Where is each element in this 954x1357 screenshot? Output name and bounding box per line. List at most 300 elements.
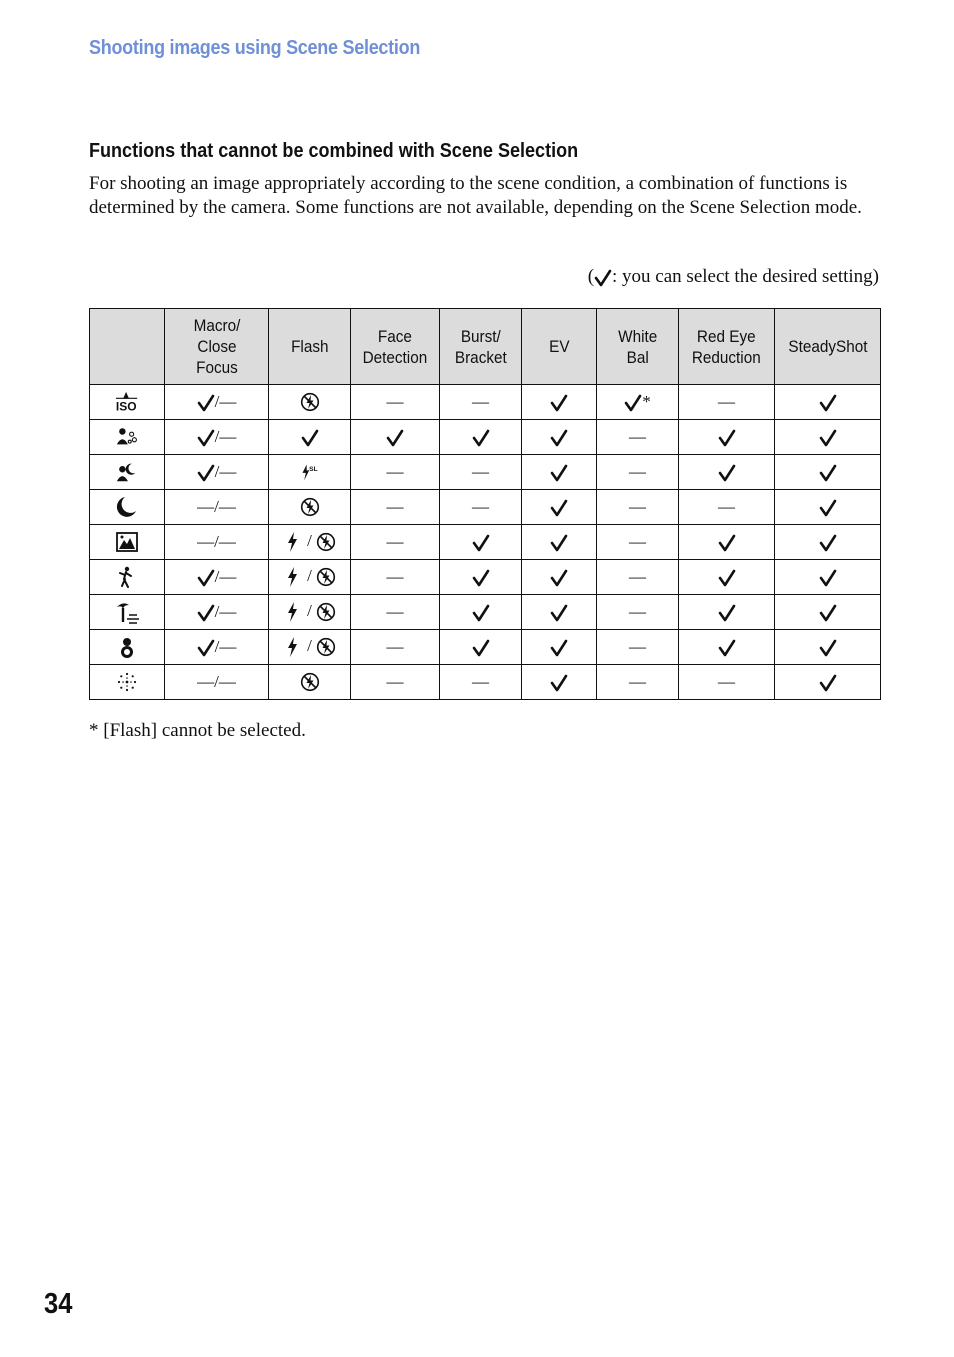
table-cell xyxy=(679,665,775,700)
table-cell xyxy=(165,490,269,525)
slash-separator: / xyxy=(214,636,220,656)
check-icon xyxy=(718,464,736,482)
table-cell xyxy=(269,525,351,560)
cell-value xyxy=(472,637,490,656)
table-cell xyxy=(522,455,597,490)
cell-value xyxy=(197,637,237,656)
not-available-dash: — xyxy=(629,497,646,516)
table-row xyxy=(90,455,881,490)
snow-icon xyxy=(115,635,139,659)
not-available-dash: — xyxy=(718,672,735,691)
function-combination-table xyxy=(89,308,881,700)
cell-value xyxy=(283,601,336,620)
flash-off-icon xyxy=(300,671,320,693)
check-icon xyxy=(472,604,490,622)
cell-value xyxy=(550,497,568,516)
twilight-portrait-icon xyxy=(115,460,139,484)
table-cell xyxy=(165,385,269,420)
not-available-dash: — xyxy=(629,532,646,551)
cell-value xyxy=(197,392,237,411)
table-cell xyxy=(522,560,597,595)
cell-value xyxy=(472,567,490,586)
check-icon xyxy=(550,464,568,482)
flash-off-icon xyxy=(316,636,336,658)
check-icon xyxy=(819,534,837,552)
cell-value xyxy=(300,671,320,690)
flash-icon xyxy=(283,601,303,623)
cell-value xyxy=(718,602,736,621)
flash-icon xyxy=(283,531,303,553)
cell-value xyxy=(629,637,646,656)
cell-value xyxy=(387,497,404,516)
cell-value xyxy=(472,672,489,691)
table-row xyxy=(90,525,881,560)
table-cell xyxy=(351,455,440,490)
cell-value xyxy=(197,532,236,551)
table-cell xyxy=(165,630,269,665)
cell-value xyxy=(819,392,837,411)
cell-value xyxy=(629,672,646,691)
table-row xyxy=(90,420,881,455)
cell-value xyxy=(283,636,336,655)
table-cell xyxy=(597,490,679,525)
beach-icon xyxy=(115,600,139,624)
legend-open: ( xyxy=(587,266,595,287)
not-available-dash: — xyxy=(218,497,236,516)
table-row xyxy=(90,630,881,665)
table-cell xyxy=(597,595,679,630)
table-cell xyxy=(679,420,775,455)
not-available-dash: — xyxy=(386,567,404,586)
table-cell xyxy=(597,385,679,420)
table-cell xyxy=(165,525,269,560)
cell-value xyxy=(718,497,735,516)
table-cell xyxy=(597,420,679,455)
table-cell xyxy=(440,525,522,560)
slash-separator: / xyxy=(214,532,219,551)
not-available-dash: — xyxy=(219,601,237,621)
scene-mode-cell xyxy=(90,560,165,595)
table-cell xyxy=(351,385,440,420)
not-available-dash: — xyxy=(629,672,646,691)
high-sensitivity-icon xyxy=(115,390,139,414)
table-row xyxy=(90,665,881,700)
table-cell xyxy=(522,420,597,455)
cell-value xyxy=(472,532,490,551)
header-line: Detection xyxy=(362,347,428,367)
footnote: * [Flash] cannot be selected. xyxy=(89,720,306,741)
table-cell xyxy=(440,630,522,665)
table-cell xyxy=(597,455,679,490)
check-icon xyxy=(197,604,215,622)
header-line: Bracket xyxy=(454,347,507,367)
check-icon xyxy=(197,464,215,482)
table-cell xyxy=(351,420,440,455)
not-available-dash: — xyxy=(197,672,215,691)
cell-value xyxy=(629,427,646,446)
table-cell xyxy=(775,525,881,560)
table-cell xyxy=(597,560,679,595)
table-cell xyxy=(351,560,440,595)
table-cell xyxy=(522,630,597,665)
table-cell xyxy=(522,385,597,420)
check-icon xyxy=(550,429,568,447)
table-cell xyxy=(775,490,881,525)
cell-value xyxy=(283,531,336,550)
column-header xyxy=(597,309,679,385)
slash-separator: / xyxy=(214,461,220,481)
running-head: Shooting images using Scene Selection xyxy=(89,37,421,59)
flash-off-icon xyxy=(300,496,320,518)
flash-off-icon xyxy=(316,566,336,588)
table-cell xyxy=(269,630,351,665)
not-available-dash: — xyxy=(718,392,735,411)
cell-value xyxy=(550,567,568,586)
flash-off-icon xyxy=(316,601,336,623)
table-cell xyxy=(440,560,522,595)
cell-value xyxy=(387,532,404,551)
not-available-dash: — xyxy=(386,497,404,516)
not-available-dash: — xyxy=(386,392,404,411)
scene-mode-cell xyxy=(90,630,165,665)
table-cell xyxy=(269,595,351,630)
cell-value xyxy=(819,637,837,656)
cell-value xyxy=(718,427,736,446)
not-available-dash: — xyxy=(219,566,237,586)
slash-separator: / xyxy=(214,426,220,446)
table-row xyxy=(90,490,881,525)
check-icon xyxy=(472,569,490,587)
header-line: Face xyxy=(377,326,413,346)
cell-value xyxy=(819,602,837,621)
check-icon xyxy=(718,429,736,447)
table-cell xyxy=(440,490,522,525)
not-available-dash: — xyxy=(629,567,646,586)
table-cell xyxy=(775,385,881,420)
table-cell xyxy=(440,385,522,420)
check-icon xyxy=(819,464,837,482)
scene-mode-cell xyxy=(90,455,165,490)
not-available-dash: — xyxy=(219,391,237,411)
table-cell xyxy=(679,595,775,630)
cell-value xyxy=(629,602,646,621)
table-cell xyxy=(679,385,775,420)
cell-value xyxy=(197,462,237,481)
intro-paragraph: For shooting an image appropriately according to the scene condition, a combination of functions is determined by the camera. Some functions are not available, depending on the Scene Selection mode. xyxy=(89,173,862,218)
table-cell xyxy=(351,525,440,560)
cell-value xyxy=(472,497,489,516)
header-line: Macro/ xyxy=(193,316,240,335)
check-icon xyxy=(197,639,215,657)
checkmark-icon xyxy=(594,266,612,287)
table-body xyxy=(90,385,881,700)
header-line: Flash xyxy=(290,337,329,356)
not-available-dash: — xyxy=(386,637,404,656)
corner-cell xyxy=(90,309,165,385)
fireworks-icon xyxy=(115,670,139,694)
check-icon xyxy=(550,604,568,622)
gourmet-icon xyxy=(115,565,139,589)
cell-value xyxy=(550,602,568,621)
check-icon xyxy=(550,674,568,692)
slash-separator: / xyxy=(214,672,219,691)
table-cell xyxy=(679,630,775,665)
flash-slow-synchro-icon xyxy=(300,461,320,483)
not-available-dash: — xyxy=(218,532,236,551)
not-available-dash: — xyxy=(219,426,237,446)
check-icon xyxy=(718,534,736,552)
header-line: White xyxy=(617,326,658,346)
check-icon xyxy=(197,569,215,587)
table-cell xyxy=(440,665,522,700)
table-cell xyxy=(522,665,597,700)
cell-value xyxy=(300,496,320,515)
table-cell xyxy=(597,665,679,700)
cell-value xyxy=(387,637,404,656)
slash-separator: / xyxy=(302,565,317,585)
slash-separator: / xyxy=(214,601,220,621)
check-icon xyxy=(819,604,837,622)
soft-snap-icon xyxy=(115,425,139,449)
table-cell xyxy=(351,630,440,665)
not-available-dash: — xyxy=(197,497,215,516)
cell-value xyxy=(718,672,735,691)
cell-value xyxy=(718,462,736,481)
header-line: SteadyShot xyxy=(787,337,868,356)
check-icon xyxy=(594,269,612,287)
not-available-dash: — xyxy=(472,392,489,411)
check-icon xyxy=(718,639,736,657)
cell-value xyxy=(197,602,237,621)
slash-separator: / xyxy=(302,635,317,655)
table-cell xyxy=(522,525,597,560)
check-icon xyxy=(819,674,837,692)
cell-value xyxy=(387,567,404,586)
not-available-dash: — xyxy=(386,602,404,621)
cell-value xyxy=(301,427,319,446)
cell-value xyxy=(387,602,404,621)
not-available-dash: — xyxy=(386,532,404,551)
flash-icon xyxy=(283,566,303,588)
scene-mode-cell xyxy=(90,385,165,420)
column-header xyxy=(775,309,881,385)
table-cell xyxy=(440,420,522,455)
svg-text:SL: SL xyxy=(308,466,318,474)
table-cell xyxy=(440,455,522,490)
table-cell xyxy=(165,455,269,490)
cell-value xyxy=(819,427,837,446)
table-cell xyxy=(351,595,440,630)
column-header xyxy=(679,309,775,385)
not-available-dash: — xyxy=(718,497,735,516)
check-icon xyxy=(197,394,215,412)
cell-value xyxy=(386,427,404,446)
cell-value xyxy=(550,672,568,691)
flash-icon xyxy=(283,636,303,658)
cell-value xyxy=(300,461,320,480)
check-icon xyxy=(718,569,736,587)
header-line: EV xyxy=(548,337,570,356)
cell-value xyxy=(718,532,736,551)
table-cell xyxy=(775,595,881,630)
check-icon xyxy=(819,499,837,517)
check-icon xyxy=(472,639,490,657)
check-icon xyxy=(301,429,319,447)
header-line: Close xyxy=(196,337,237,356)
not-available-dash: — xyxy=(472,462,489,481)
table-cell xyxy=(269,455,351,490)
cell-value xyxy=(819,672,837,691)
cell-value xyxy=(629,532,646,551)
check-icon xyxy=(197,429,215,447)
not-available-dash: — xyxy=(386,462,404,481)
column-header xyxy=(165,309,269,385)
check-icon xyxy=(472,429,490,447)
slash-separator: / xyxy=(302,530,317,550)
header-line: Bal xyxy=(626,347,649,367)
table-cell xyxy=(775,630,881,665)
check-icon xyxy=(472,534,490,552)
cell-value xyxy=(472,427,490,446)
flash-off-icon xyxy=(300,391,320,413)
scene-mode-cell xyxy=(90,490,165,525)
table-cell xyxy=(269,490,351,525)
not-available-dash: — xyxy=(472,497,489,516)
check-icon xyxy=(819,569,837,587)
section-title: Functions that cannot be combined with Scene Selection xyxy=(89,139,579,162)
flash-off-icon xyxy=(316,531,336,553)
cell-value xyxy=(550,427,568,446)
table-row xyxy=(90,560,881,595)
table-cell xyxy=(775,455,881,490)
header-line: Reduction xyxy=(692,347,761,367)
table-cell xyxy=(165,665,269,700)
table-cell xyxy=(679,525,775,560)
table-cell xyxy=(522,595,597,630)
landscape-icon xyxy=(115,530,139,554)
table-cell xyxy=(679,455,775,490)
table-cell xyxy=(775,665,881,700)
cell-value xyxy=(197,672,236,691)
column-header xyxy=(269,309,351,385)
cell-value xyxy=(629,567,646,586)
column-header xyxy=(351,309,440,385)
cell-value xyxy=(472,392,489,411)
table-cell xyxy=(269,385,351,420)
table-cell xyxy=(775,420,881,455)
check-icon xyxy=(819,639,837,657)
scene-mode-cell xyxy=(90,595,165,630)
table-header-row xyxy=(90,309,881,385)
table-cell xyxy=(269,420,351,455)
column-header xyxy=(522,309,597,385)
cell-value xyxy=(387,462,404,481)
not-available-dash: — xyxy=(219,461,237,481)
header-line: Burst/ xyxy=(460,326,501,346)
table-cell xyxy=(351,665,440,700)
slash-separator: / xyxy=(214,391,220,411)
check-icon xyxy=(550,639,568,657)
table-cell xyxy=(269,665,351,700)
asterisk-mark: * xyxy=(642,391,651,411)
table-cell xyxy=(165,560,269,595)
cell-value xyxy=(387,392,404,411)
cell-value xyxy=(550,532,568,551)
not-available-dash: — xyxy=(218,672,236,691)
twilight-icon xyxy=(115,495,139,519)
not-available-dash: — xyxy=(629,462,646,481)
check-icon xyxy=(550,394,568,412)
table-cell xyxy=(597,525,679,560)
cell-value xyxy=(300,391,320,410)
cell-value xyxy=(472,462,489,481)
cell-value xyxy=(718,637,736,656)
table-cell xyxy=(165,420,269,455)
not-available-dash: — xyxy=(386,672,404,691)
table-cell xyxy=(679,560,775,595)
cell-value xyxy=(550,462,568,481)
table-cell xyxy=(522,490,597,525)
table-cell xyxy=(165,595,269,630)
check-icon xyxy=(386,429,404,447)
not-available-dash: — xyxy=(629,637,646,656)
table-cell xyxy=(269,560,351,595)
check-icon xyxy=(819,429,837,447)
cell-value xyxy=(629,462,646,481)
not-available-dash: — xyxy=(629,602,646,621)
svg-text:ISO: ISO xyxy=(115,399,137,414)
cell-value xyxy=(387,672,404,691)
table-row xyxy=(90,385,881,420)
table-cell xyxy=(775,560,881,595)
table-cell xyxy=(597,630,679,665)
slash-separator: / xyxy=(302,600,317,620)
cell-value xyxy=(718,392,735,411)
check-icon xyxy=(550,499,568,517)
table-row xyxy=(90,595,881,630)
cell-value xyxy=(624,392,651,411)
cell-value xyxy=(197,497,236,516)
cell-value xyxy=(197,427,237,446)
cell-value xyxy=(819,497,837,516)
cell-value xyxy=(550,392,568,411)
not-available-dash: — xyxy=(197,532,215,551)
scene-mode-cell xyxy=(90,665,165,700)
check-icon xyxy=(819,394,837,412)
cell-value xyxy=(718,567,736,586)
table-cell xyxy=(679,490,775,525)
check-icon xyxy=(624,394,642,412)
cell-value xyxy=(197,567,237,586)
slash-separator: / xyxy=(214,566,220,586)
table-cell xyxy=(351,490,440,525)
cell-value xyxy=(283,566,336,585)
check-icon xyxy=(718,604,736,622)
scene-mode-cell xyxy=(90,525,165,560)
cell-value xyxy=(819,567,837,586)
legend-note xyxy=(588,266,879,288)
not-available-dash: — xyxy=(472,672,489,691)
check-icon xyxy=(550,534,568,552)
cell-value xyxy=(819,532,837,551)
page-number: 34 xyxy=(44,1288,73,1320)
cell-value xyxy=(472,602,490,621)
legend-text: : you can select the desired setting) xyxy=(612,266,879,287)
header-line: Focus xyxy=(195,358,238,377)
check-icon xyxy=(550,569,568,587)
cell-value xyxy=(550,637,568,656)
header-line: Red Eye xyxy=(697,326,756,346)
